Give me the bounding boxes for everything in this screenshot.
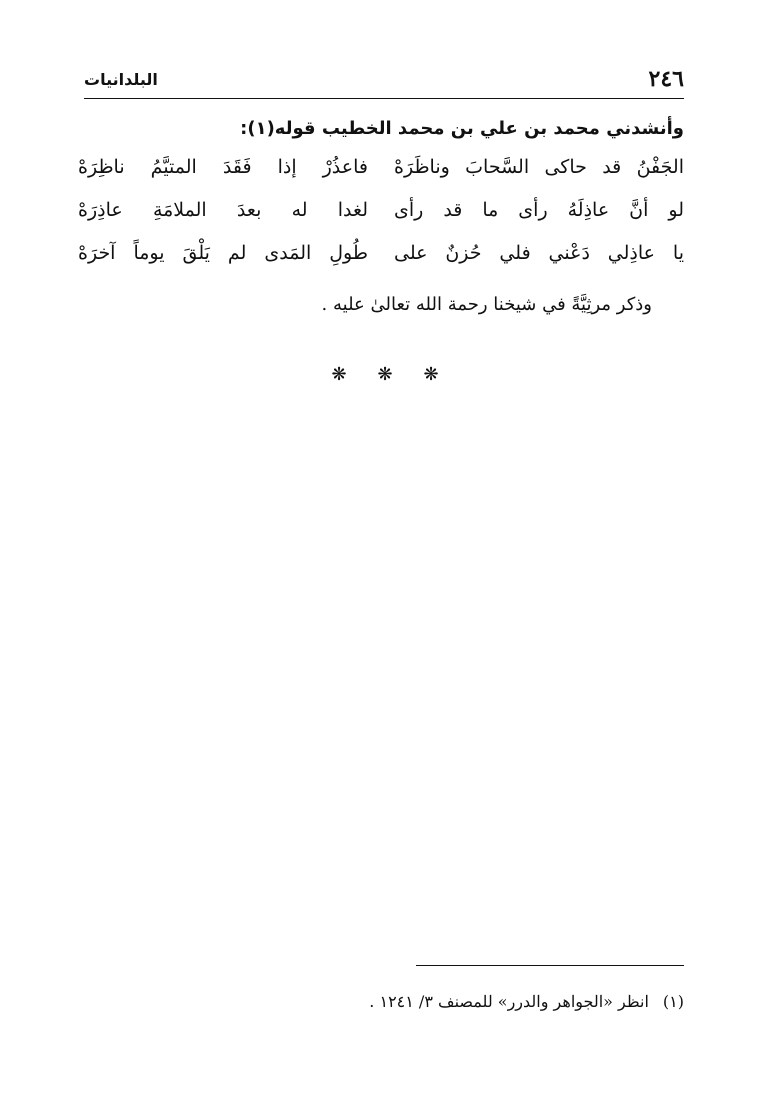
verse-3-second-hemistich: طُولِ المَدى لم يَلْقَ يوماً آخرَهْ (78, 242, 368, 264)
poem (78, 156, 684, 285)
footnote-marker: (١) (662, 992, 684, 1011)
verse-3-first-hemistich: يا عاذِلي دَعْني فلي حُزنٌ على (394, 242, 684, 264)
intro-line: وأنشدني محمد بن علي بن محمد الخطيب قوله(١): (240, 118, 684, 139)
verse-1-second-hemistich: فاعذُرْ إذا فَقَدَ المتيَّمُ ناظِرَهْ (78, 156, 368, 178)
verse-2-second-hemistich: لغدا له بعدَ الملامَةِ عاذِرَهْ (78, 199, 368, 221)
closing-line: وذكر مرثِيَّةً في شيخنا رحمة الله تعالىٰ عليه . (321, 294, 652, 315)
page-header (84, 62, 684, 98)
footnote-rule (416, 965, 684, 966)
running-title: البلدانيات (84, 70, 158, 89)
verse-1 (78, 156, 684, 199)
verse-1-first-hemistich: الجَفْنُ قد حاكى السَّحابَ وناظَرَهْ (394, 156, 684, 178)
verse-3 (78, 242, 684, 285)
asterism-icon: ❋ (423, 364, 439, 385)
verse-2 (78, 199, 684, 242)
section-ornament (330, 364, 440, 385)
verse-2-first-hemistich: لو أنَّ عاذِلَهُ رأى ما قد رأى (394, 199, 684, 221)
footnote-text: انظر «الجواهر والدرر» للمصنف ٣/ ١٢٤١ . (369, 992, 649, 1011)
footnote (124, 988, 684, 1016)
header-rule (84, 98, 684, 99)
asterism-icon: ❋ (377, 364, 393, 385)
asterism-icon: ❋ (331, 364, 347, 385)
page-number: ٢٤٦ (648, 66, 684, 92)
